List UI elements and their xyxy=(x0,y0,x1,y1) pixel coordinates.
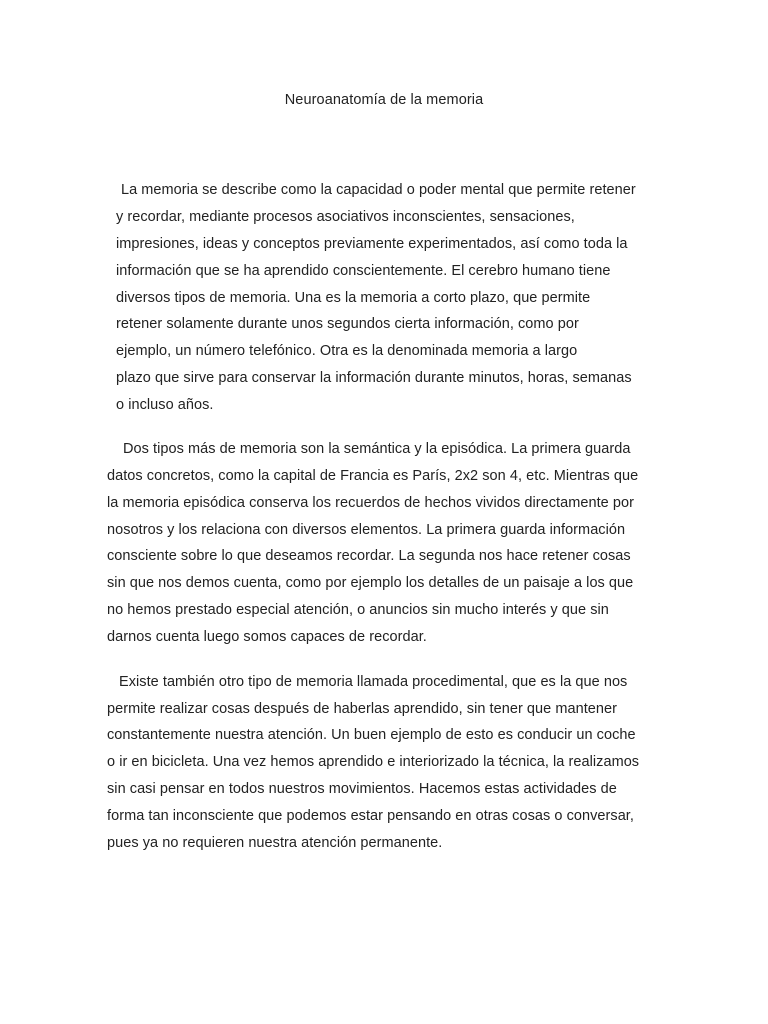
paragraph-line: datos concretos, como la capital de Francia es París, 2x2 son 4, etc. Mientras que xyxy=(107,468,639,484)
paragraph-line: retener solamente durante unos segundos cierta información, como por xyxy=(116,316,579,332)
paragraph-line: no hemos prestado especial atención, o anuncios sin mucho interés y que sin xyxy=(107,602,609,618)
paragraph-line: consciente sobre lo que deseamos recordar. La segunda nos hace retener cosas xyxy=(107,548,631,564)
paragraph-line: permite realizar cosas después de haberlas aprendido, sin tener que mantener xyxy=(107,701,617,717)
paragraph-line: impresiones, ideas y conceptos previamente experimentados, así como toda la xyxy=(116,236,628,252)
paragraph-line: sin que nos demos cuenta, como por ejemplo los detalles de un paisaje a los que xyxy=(107,575,634,591)
paragraph-line: forma tan inconsciente que podemos estar pensando en otras cosas o conversar, xyxy=(107,808,634,824)
paragraph-line: constantemente nuestra atención. Un buen ejemplo de esto es conducir un coche xyxy=(107,727,636,743)
paragraph-line: diversos tipos de memoria. Una es la memoria a corto plazo, que permite xyxy=(116,290,591,306)
paragraph-line: La memoria se describe como la capacidad o poder mental que permite retener xyxy=(121,182,636,198)
paragraph-line: Existe también otro tipo de memoria llamada procedimental, que es la que nos xyxy=(119,674,628,690)
document-title: Neuroanatomía de la memoria xyxy=(284,92,484,108)
paragraph-line: sin casi pensar en todos nuestros movimientos. Hacemos estas actividades de xyxy=(107,781,617,797)
paragraph-line: información que se ha aprendido conscientemente. El cerebro humano tiene xyxy=(116,263,611,279)
paragraph-line: Dos tipos más de memoria son la semántica y la episódica. La primera guarda xyxy=(123,441,631,457)
paragraph-line: plazo que sirve para conservar la información durante minutos, horas, semanas xyxy=(116,370,632,386)
paragraph-line: ejemplo, un número telefónico. Otra es la denominada memoria a largo xyxy=(116,343,578,359)
paragraph-line: y recordar, mediante procesos asociativos inconscientes, sensaciones, xyxy=(116,209,575,225)
paragraph-line: nosotros y los relaciona con diversos elementos. La primera guarda información xyxy=(107,522,626,538)
paragraph-line: o ir en bicicleta. Una vez hemos aprendido e interiorizado la técnica, la realizamos xyxy=(107,754,640,770)
paragraph-line: la memoria episódica conserva los recuerdos de hechos vividos directamente por xyxy=(107,495,634,511)
paragraph-line: o incluso años. xyxy=(116,397,214,413)
paragraph-line: darnos cuenta luego somos capaces de recordar. xyxy=(107,629,427,645)
paragraph-line: pues ya no requieren nuestra atención permanente. xyxy=(107,835,443,851)
